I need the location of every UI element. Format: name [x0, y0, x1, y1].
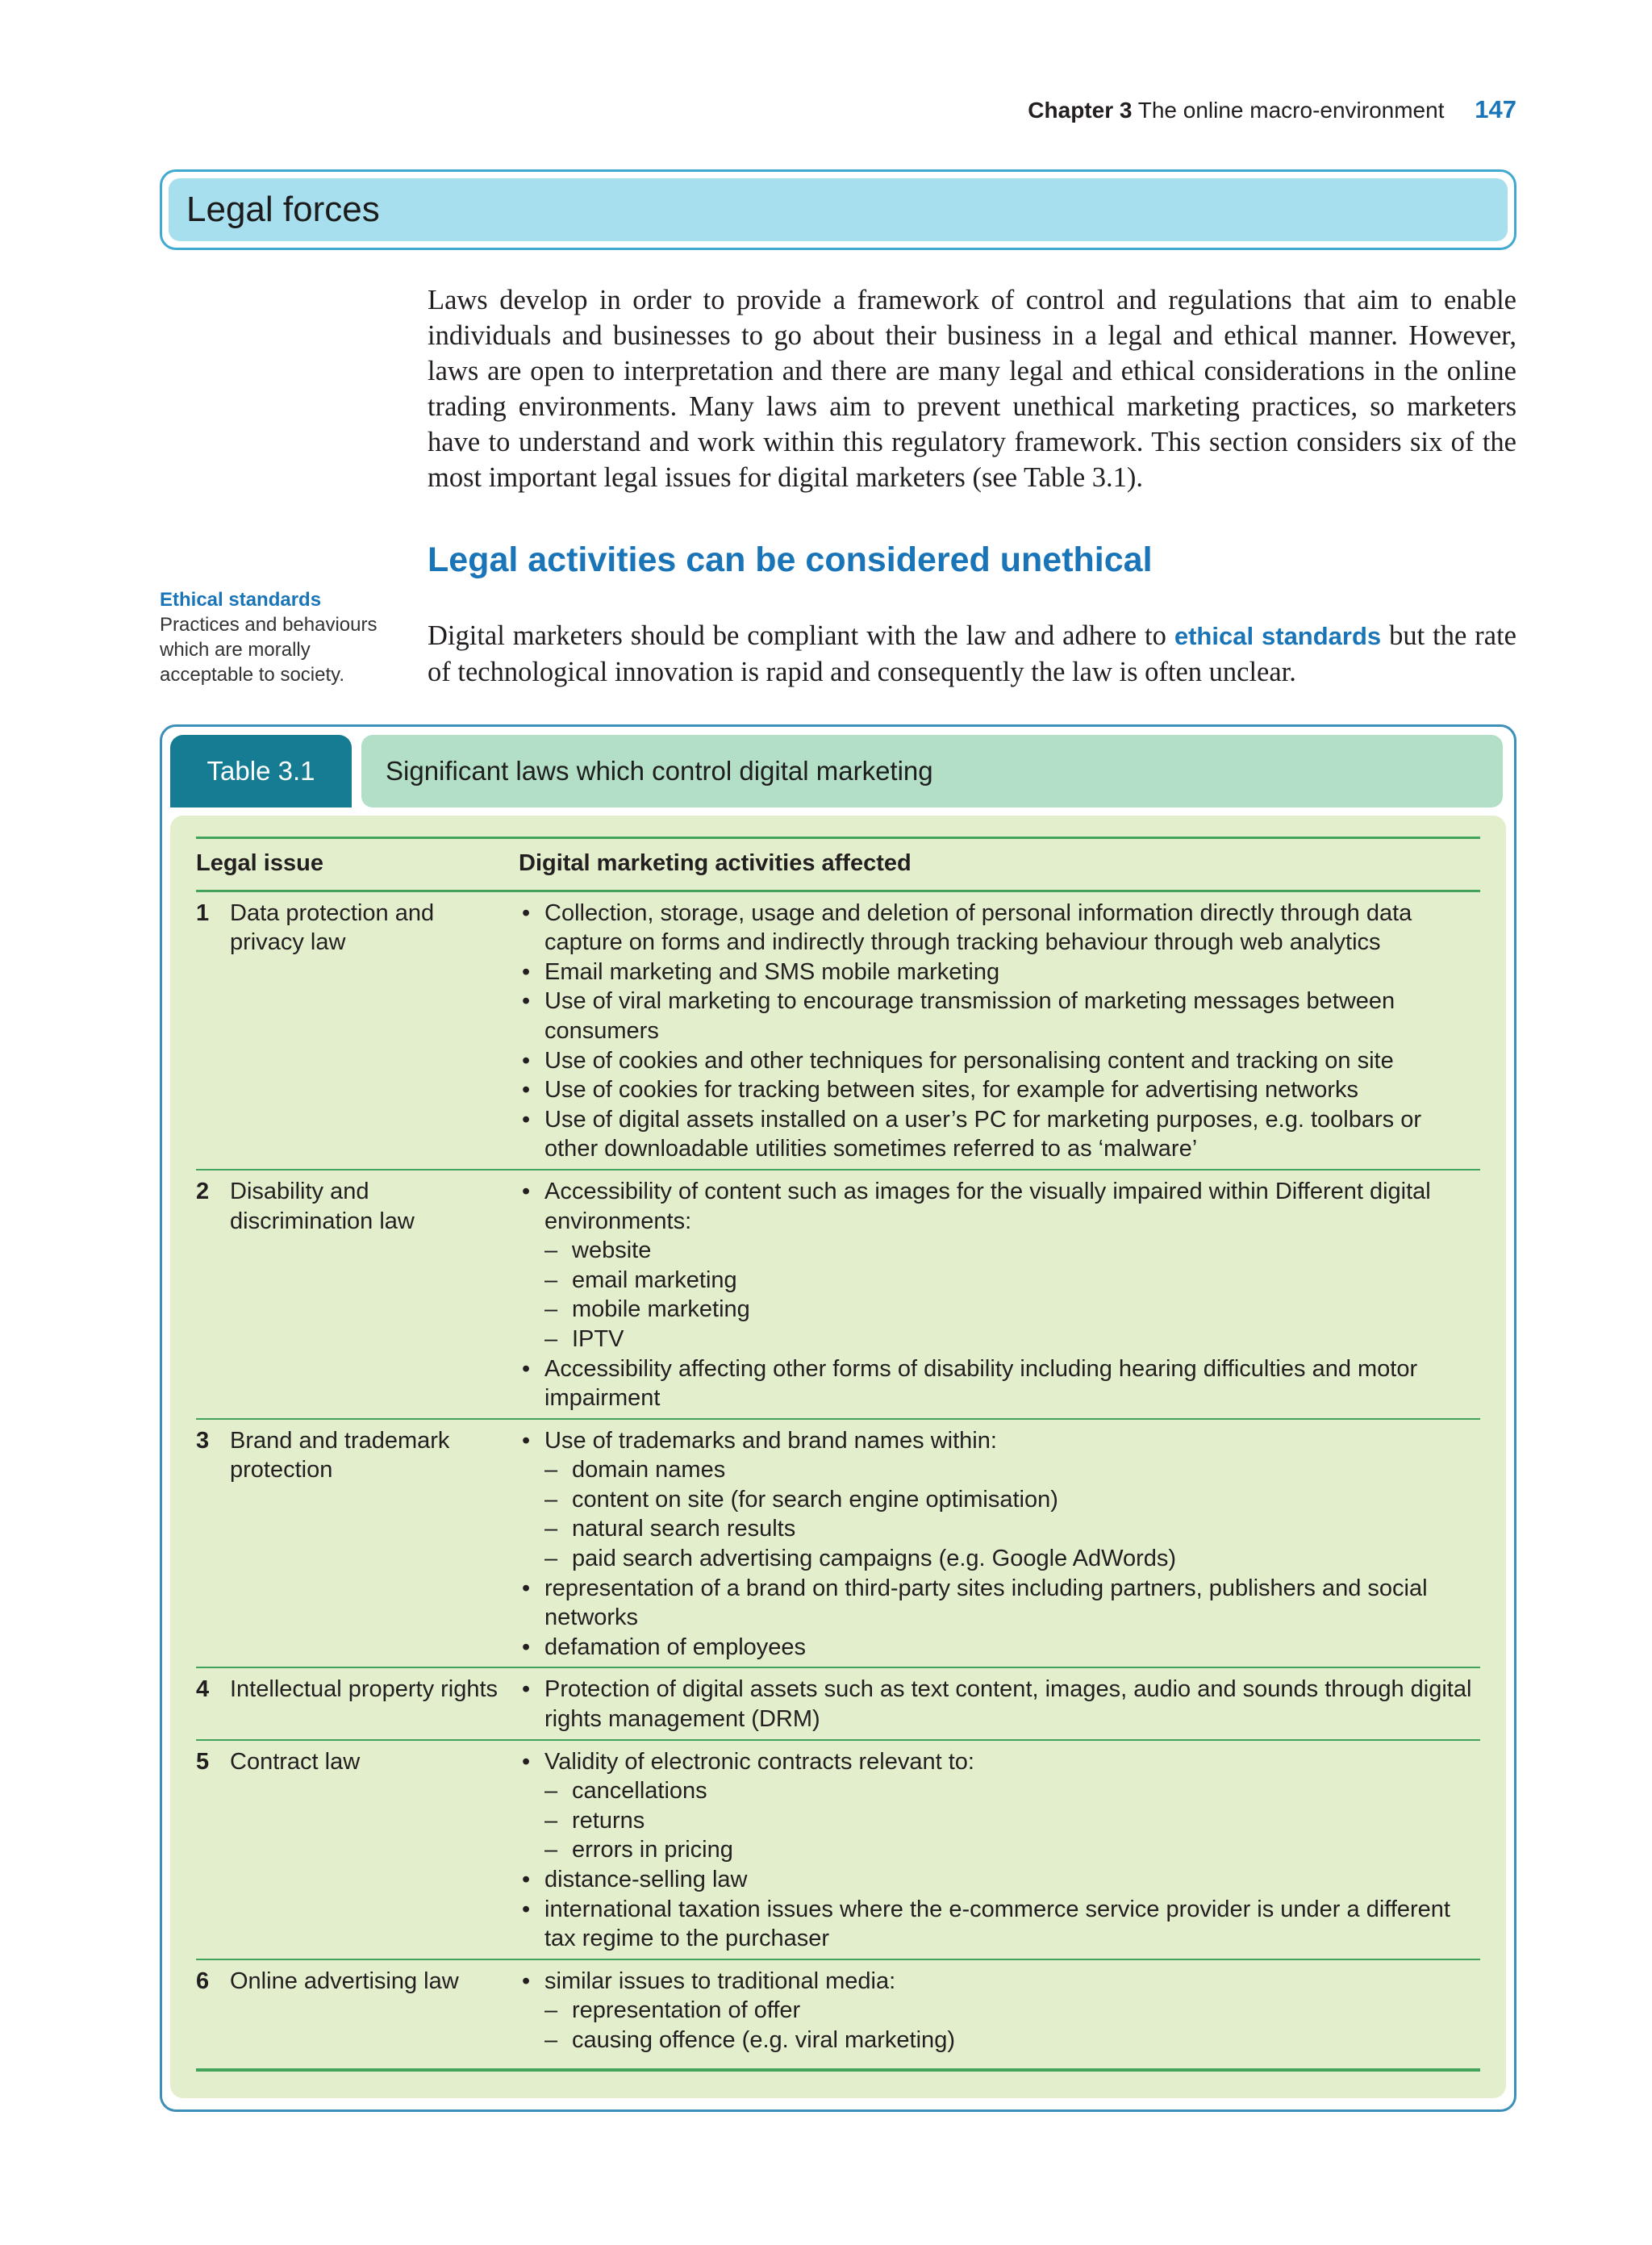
chapter-label: Chapter 3	[1028, 98, 1133, 123]
activities-list	[519, 1747, 1480, 1954]
row-number: 5	[196, 1748, 210, 1775]
sub-item: – cancellations	[519, 1776, 1480, 1806]
activities-list	[519, 1177, 1480, 1413]
bullet-item: • Protection of digital assets such as text content, images, audio and sounds through digital rights management (DRM)	[519, 1675, 1480, 1734]
sub-item: – domain names	[519, 1455, 1480, 1485]
bullet-item: • defamation of employees	[519, 1633, 1480, 1663]
sub-item: – errors in pricing	[519, 1835, 1480, 1865]
row-number: 2	[196, 1178, 210, 1204]
activities-cell	[519, 1747, 1480, 1954]
activities-list	[519, 1675, 1480, 1734]
table-row	[196, 892, 1480, 1170]
table-row	[196, 1741, 1480, 1960]
bullet-item: • Use of cookies for tracking between sites, for example for advertising networks	[519, 1075, 1480, 1105]
section-banner	[160, 169, 1516, 250]
margin-glossary-note	[160, 587, 402, 687]
sub-item: – natural search results	[519, 1514, 1480, 1544]
bullet-item: • Use of trademarks and brand names within:	[519, 1426, 1480, 1456]
bullet-item: • Accessibility of content such as images for the visually impaired within Different digital environments:	[519, 1177, 1480, 1236]
page-number: 147	[1475, 95, 1516, 123]
activities-list	[519, 899, 1480, 1164]
legal-issue-cell	[196, 1747, 519, 1954]
table-3-1	[160, 724, 1516, 2112]
bullet-item: • representation of a brand on third-party sites including partners, publishers and social networks	[519, 1574, 1480, 1633]
bullet-item: • Accessibility affecting other forms of disability including hearing difficulties and motor impairment	[519, 1354, 1480, 1413]
table-body	[170, 816, 1506, 2098]
row-number: 3	[196, 1427, 210, 1454]
bullet-item: • similar issues to traditional media:	[519, 1967, 1480, 1997]
sub-item: – website	[519, 1236, 1480, 1266]
activities-cell	[519, 899, 1480, 1164]
legal-issue-name: Contract law	[230, 1748, 361, 1775]
sub-item: – IPTV	[519, 1325, 1480, 1354]
activities-cell	[519, 1675, 1480, 1734]
legal-issue-name: Data protection and privacy law	[230, 899, 435, 956]
table-label: Table 3.1	[170, 735, 352, 807]
activities-cell	[519, 1177, 1480, 1413]
section-title: Legal forces	[186, 190, 380, 229]
bullet-item: • Validity of electronic contracts relevant to:	[519, 1747, 1480, 1777]
table-row	[196, 1170, 1480, 1420]
bullet-item: • distance-selling law	[519, 1865, 1480, 1895]
row-number: 4	[196, 1676, 210, 1703]
sub-item: – content on site (for search engine optimisation)	[519, 1485, 1480, 1515]
intro-paragraph: Laws develop in order to provide a framework of control and regulations that aim to enable individuals and businesses to go about their business in a legal and ethical manner. However, laws are open to interpretation and there are many legal and ethical considerations in the online trading environments. Many laws aim to prevent unethical marketing practices, so marketers have to understand and work within this regulatory framework. This section considers six of the most important legal issues for digital marketers (see Table 3.1).	[428, 285, 1516, 493]
activities-cell	[519, 1426, 1480, 1663]
bullet-item: • Use of viral marketing to encourage transmission of marketing messages between consumers	[519, 987, 1480, 1045]
row-number: 1	[196, 899, 210, 926]
sub-item: – returns	[519, 1806, 1480, 1836]
table-row	[196, 1420, 1480, 1669]
column-header-activities: Digital marketing activities affected	[519, 850, 912, 876]
key-term-ethical-standards: ethical standards	[1174, 622, 1382, 650]
sub-item: – representation of offer	[519, 1996, 1480, 2026]
legal-issue-name: Disability and discrimination law	[230, 1178, 415, 1234]
glossary-term: Ethical standards	[160, 589, 322, 611]
table-caption: Significant laws which control digital marketing	[361, 735, 1503, 807]
activities-list	[519, 1426, 1480, 1663]
column-header-legal-issue: Legal issue	[196, 850, 323, 876]
activities-cell	[519, 1967, 1480, 2055]
row-number: 6	[196, 1968, 210, 1994]
table-grid	[196, 837, 1480, 2072]
legal-issue-name: Online advertising law	[230, 1968, 459, 1994]
glossary-definition: Practices and behaviours which are morally acceptable to society.	[160, 614, 378, 686]
subheading: Legal activities can be considered unethical	[428, 540, 1153, 579]
table-row	[196, 1960, 1480, 2072]
sub-item: – mobile marketing	[519, 1295, 1480, 1325]
bullet-item: • Use of digital assets installed on a user’s PC for marketing purposes, e.g. toolbars or other downloadable utilities sometimes referred to as ‘malware’	[519, 1105, 1480, 1164]
legal-issue-cell	[196, 1177, 519, 1413]
table-header-row	[196, 837, 1480, 892]
legal-issue-cell	[196, 1426, 519, 1663]
bullet-item: • Use of cookies and other techniques for personalising content and tracking on site	[519, 1046, 1480, 1076]
legal-issue-name: Brand and trademark protection	[230, 1427, 450, 1483]
bullet-item: • Collection, storage, usage and deletion of personal information directly through data capture on forms and indirectly through tracking behaviour through web analytics	[519, 899, 1480, 958]
table-rows	[196, 892, 1480, 2072]
chapter-title: The online macro-environment	[1137, 98, 1445, 123]
table-row	[196, 1668, 1480, 1740]
legal-issue-cell	[196, 1675, 519, 1734]
para2-text-after: but the rate of technological innovation is rapid and consequently the law is often unclear.	[428, 620, 1516, 687]
bullet-item: • Email marketing and SMS mobile marketing	[519, 958, 1480, 987]
activities-list	[519, 1967, 1480, 2055]
sub-item: – paid search advertising campaigns (e.g. Google AdWords)	[519, 1544, 1480, 1574]
sub-item: – email marketing	[519, 1266, 1480, 1296]
bullet-item: • international taxation issues where the e-commerce service provider is under a different tax regime to the purchaser	[519, 1895, 1480, 1954]
legal-issue-cell	[196, 1967, 519, 2055]
body-paragraph-2	[428, 618, 1516, 690]
legal-issue-name: Intellectual property rights	[230, 1676, 499, 1703]
legal-issue-cell	[196, 899, 519, 1164]
running-head	[887, 95, 1516, 124]
para2-text-before: Digital marketers should be compliant with the law and adhere to	[428, 620, 1174, 651]
section-banner-inner	[169, 178, 1508, 241]
sub-item: – causing offence (e.g. viral marketing)	[519, 2026, 1480, 2055]
